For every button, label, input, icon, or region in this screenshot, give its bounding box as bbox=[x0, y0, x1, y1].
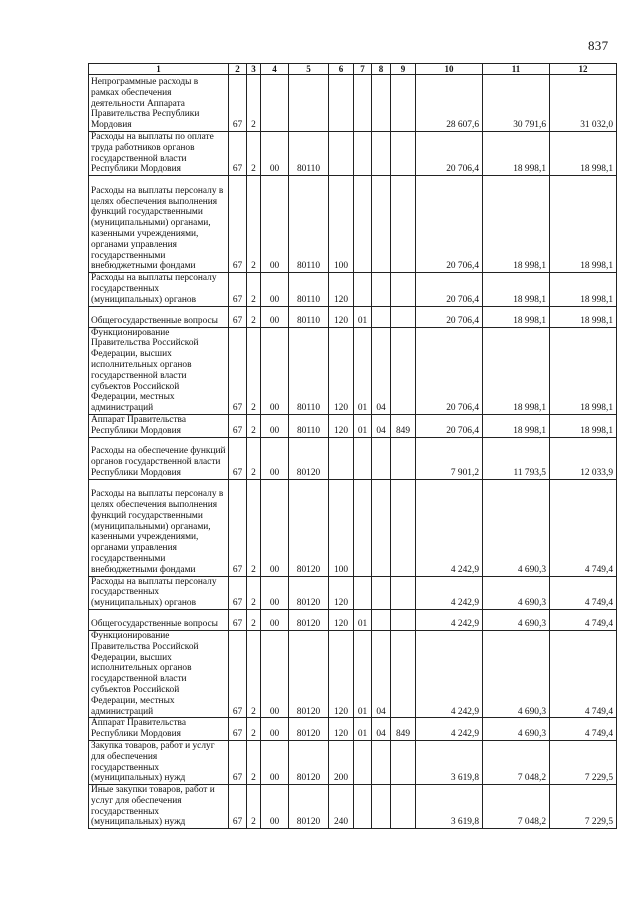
code-col-6: 120 bbox=[329, 306, 354, 327]
code-col-7 bbox=[354, 75, 372, 132]
code-col-7 bbox=[354, 740, 372, 784]
row-description: Расходы на обеспечение функций органов государственной власти Республики Мордовия bbox=[89, 437, 229, 479]
code-col-4: 00 bbox=[261, 437, 289, 479]
code-col-5: 80120 bbox=[289, 740, 329, 784]
code-col-8 bbox=[372, 740, 391, 784]
code-col-3: 2 bbox=[247, 414, 261, 437]
amount-col-11: 11 793,5 bbox=[483, 437, 550, 479]
row-description: Расходы на выплаты персоналу государственных (муниципальных) органов bbox=[89, 273, 229, 306]
amount-col-10: 4 242,9 bbox=[416, 479, 483, 576]
code-col-6 bbox=[329, 437, 354, 479]
code-col-4: 00 bbox=[261, 630, 289, 717]
code-col-8 bbox=[372, 785, 391, 829]
column-header-4: 4 bbox=[261, 64, 289, 75]
code-col-4: 00 bbox=[261, 740, 289, 784]
code-col-7: 01 bbox=[354, 327, 372, 414]
column-header-11: 11 bbox=[483, 64, 550, 75]
code-col-9 bbox=[391, 132, 416, 176]
code-col-2: 67 bbox=[229, 306, 247, 327]
code-col-5: 80120 bbox=[289, 609, 329, 630]
amount-col-11: 18 998,1 bbox=[483, 176, 550, 273]
code-col-2: 67 bbox=[229, 132, 247, 176]
code-col-5: 80120 bbox=[289, 785, 329, 829]
code-col-3: 2 bbox=[247, 630, 261, 717]
code-col-4: 00 bbox=[261, 718, 289, 741]
code-col-3: 2 bbox=[247, 132, 261, 176]
code-col-3: 2 bbox=[247, 437, 261, 479]
code-col-9 bbox=[391, 327, 416, 414]
code-col-8 bbox=[372, 306, 391, 327]
code-col-3: 2 bbox=[247, 479, 261, 576]
code-col-2: 67 bbox=[229, 273, 247, 306]
column-header-3: 3 bbox=[247, 64, 261, 75]
code-col-9 bbox=[391, 630, 416, 717]
code-col-7 bbox=[354, 785, 372, 829]
row-description: Расходы на выплаты персоналу в целях обеспечения выполнения функций государственными (муниципальными) органами, казенными учреждениями, органами управления государственными внебюджетными фондами bbox=[89, 176, 229, 273]
amount-col-12: 18 998,1 bbox=[550, 414, 617, 437]
code-col-4: 00 bbox=[261, 609, 289, 630]
code-col-3: 2 bbox=[247, 718, 261, 741]
code-col-9 bbox=[391, 306, 416, 327]
code-col-6: 120 bbox=[329, 576, 354, 609]
amount-col-10: 20 706,4 bbox=[416, 327, 483, 414]
code-col-7 bbox=[354, 132, 372, 176]
code-col-9 bbox=[391, 576, 416, 609]
code-col-9 bbox=[391, 609, 416, 630]
code-col-2: 67 bbox=[229, 609, 247, 630]
code-col-8 bbox=[372, 273, 391, 306]
amount-col-11: 30 791,6 bbox=[483, 75, 550, 132]
code-col-9 bbox=[391, 437, 416, 479]
code-col-9: 849 bbox=[391, 718, 416, 741]
code-col-5: 80110 bbox=[289, 306, 329, 327]
amount-col-12: 18 998,1 bbox=[550, 273, 617, 306]
table-body bbox=[89, 75, 617, 829]
column-header-10: 10 bbox=[416, 64, 483, 75]
column-header-1: 1 bbox=[89, 64, 229, 75]
code-col-6: 120 bbox=[329, 273, 354, 306]
code-col-5: 80120 bbox=[289, 576, 329, 609]
amount-col-11: 4 690,3 bbox=[483, 630, 550, 717]
code-col-7 bbox=[354, 479, 372, 576]
code-col-2: 67 bbox=[229, 176, 247, 273]
amount-col-11: 18 998,1 bbox=[483, 414, 550, 437]
code-col-5: 80110 bbox=[289, 132, 329, 176]
amount-col-12: 18 998,1 bbox=[550, 132, 617, 176]
code-col-7 bbox=[354, 176, 372, 273]
amount-col-12: 4 749,4 bbox=[550, 479, 617, 576]
code-col-9: 849 bbox=[391, 414, 416, 437]
code-col-4: 00 bbox=[261, 273, 289, 306]
column-header-2: 2 bbox=[229, 64, 247, 75]
amount-col-11: 4 690,3 bbox=[483, 609, 550, 630]
code-col-4: 00 bbox=[261, 176, 289, 273]
code-col-7: 01 bbox=[354, 609, 372, 630]
code-col-3: 2 bbox=[247, 740, 261, 784]
code-col-6: 120 bbox=[329, 718, 354, 741]
code-col-7: 01 bbox=[354, 630, 372, 717]
code-col-6: 100 bbox=[329, 479, 354, 576]
code-col-3: 2 bbox=[247, 785, 261, 829]
table-row bbox=[89, 132, 617, 176]
amount-col-11: 7 048,2 bbox=[483, 785, 550, 829]
row-description: Расходы на выплаты персоналу в целях обеспечения выполнения функций государственными (муниципальными) органами, казенными учреждениями, органами управления государственными внебюджетными фондами bbox=[89, 479, 229, 576]
amount-col-11: 4 690,3 bbox=[483, 479, 550, 576]
amount-col-10: 3 619,8 bbox=[416, 740, 483, 784]
amount-col-11: 4 690,3 bbox=[483, 718, 550, 741]
column-header-5: 5 bbox=[289, 64, 329, 75]
column-header-8: 8 bbox=[372, 64, 391, 75]
code-col-6 bbox=[329, 75, 354, 132]
code-col-3: 2 bbox=[247, 327, 261, 414]
code-col-8: 04 bbox=[372, 327, 391, 414]
row-description: Функционирование Правительства Российской Федерации, высших исполнительных органов государственной власти субъектов Российской Федерации, местных администраций bbox=[89, 327, 229, 414]
amount-col-12: 31 032,0 bbox=[550, 75, 617, 132]
table-row bbox=[89, 785, 617, 829]
amount-col-10: 20 706,4 bbox=[416, 176, 483, 273]
column-header-7: 7 bbox=[354, 64, 372, 75]
code-col-6: 100 bbox=[329, 176, 354, 273]
row-description: Закупка товаров, работ и услуг для обеспечения государственных (муниципальных) нужд bbox=[89, 740, 229, 784]
code-col-9 bbox=[391, 479, 416, 576]
row-description: Непрограммные расходы в рамках обеспечения деятельности Аппарата Правительства Республики Мордовия bbox=[89, 75, 229, 132]
budget-table bbox=[88, 63, 617, 829]
code-col-6 bbox=[329, 132, 354, 176]
row-description: Аппарат Правительства Республики Мордовия bbox=[89, 718, 229, 741]
amount-col-12: 18 998,1 bbox=[550, 176, 617, 273]
code-col-9 bbox=[391, 785, 416, 829]
code-col-5: 80110 bbox=[289, 327, 329, 414]
code-col-6: 240 bbox=[329, 785, 354, 829]
table-row bbox=[89, 75, 617, 132]
row-description: Расходы на выплаты по оплате труда работников органов государственной власти Республики Мордовия bbox=[89, 132, 229, 176]
table-row bbox=[89, 479, 617, 576]
code-col-2: 67 bbox=[229, 75, 247, 132]
code-col-2: 67 bbox=[229, 327, 247, 414]
amount-col-10: 20 706,4 bbox=[416, 273, 483, 306]
code-col-8 bbox=[372, 132, 391, 176]
code-col-5: 80120 bbox=[289, 718, 329, 741]
code-col-9 bbox=[391, 75, 416, 132]
code-col-2: 67 bbox=[229, 740, 247, 784]
code-col-5: 80120 bbox=[289, 437, 329, 479]
code-col-5: 80120 bbox=[289, 479, 329, 576]
code-col-2: 67 bbox=[229, 437, 247, 479]
row-description: Аппарат Правительства Республики Мордовия bbox=[89, 414, 229, 437]
amount-col-11: 18 998,1 bbox=[483, 306, 550, 327]
row-description: Функционирование Правительства Российской Федерации, высших исполнительных органов государственной власти субъектов Российской Федерации, местных администраций bbox=[89, 630, 229, 717]
amount-col-12: 18 998,1 bbox=[550, 306, 617, 327]
amount-col-10: 20 706,4 bbox=[416, 306, 483, 327]
amount-col-10: 20 706,4 bbox=[416, 132, 483, 176]
amount-col-10: 4 242,9 bbox=[416, 630, 483, 717]
code-col-5: 80110 bbox=[289, 273, 329, 306]
code-col-3: 2 bbox=[247, 609, 261, 630]
code-col-4: 00 bbox=[261, 479, 289, 576]
code-col-7: 01 bbox=[354, 718, 372, 741]
code-col-9 bbox=[391, 273, 416, 306]
code-col-2: 67 bbox=[229, 718, 247, 741]
amount-col-10: 4 242,9 bbox=[416, 576, 483, 609]
row-description: Общегосударственные вопросы bbox=[89, 609, 229, 630]
amount-col-12: 7 229,5 bbox=[550, 740, 617, 784]
code-col-2: 67 bbox=[229, 479, 247, 576]
code-col-6: 120 bbox=[329, 327, 354, 414]
column-header-6: 6 bbox=[329, 64, 354, 75]
code-col-8 bbox=[372, 437, 391, 479]
code-col-9 bbox=[391, 740, 416, 784]
code-col-8: 04 bbox=[372, 630, 391, 717]
table-row bbox=[89, 609, 617, 630]
code-col-4: 00 bbox=[261, 414, 289, 437]
table-row bbox=[89, 414, 617, 437]
code-col-8 bbox=[372, 75, 391, 132]
table-header-row bbox=[89, 64, 617, 75]
amount-col-12: 18 998,1 bbox=[550, 327, 617, 414]
code-col-8: 04 bbox=[372, 414, 391, 437]
code-col-4: 00 bbox=[261, 576, 289, 609]
code-col-3: 2 bbox=[247, 576, 261, 609]
column-header-9: 9 bbox=[391, 64, 416, 75]
code-col-3: 2 bbox=[247, 176, 261, 273]
code-col-8 bbox=[372, 479, 391, 576]
table-row bbox=[89, 630, 617, 717]
table-row bbox=[89, 718, 617, 741]
code-col-3: 2 bbox=[247, 306, 261, 327]
amount-col-10: 28 607,6 bbox=[416, 75, 483, 132]
code-col-3: 2 bbox=[247, 75, 261, 132]
code-col-8 bbox=[372, 576, 391, 609]
code-col-7 bbox=[354, 437, 372, 479]
code-col-4: 00 bbox=[261, 306, 289, 327]
code-col-5: 80120 bbox=[289, 630, 329, 717]
code-col-6: 120 bbox=[329, 414, 354, 437]
amount-col-10: 4 242,9 bbox=[416, 718, 483, 741]
amount-col-12: 4 749,4 bbox=[550, 609, 617, 630]
amount-col-12: 7 229,5 bbox=[550, 785, 617, 829]
table-row bbox=[89, 576, 617, 609]
code-col-2: 67 bbox=[229, 414, 247, 437]
table-row bbox=[89, 740, 617, 784]
code-col-2: 67 bbox=[229, 785, 247, 829]
amount-col-11: 18 998,1 bbox=[483, 327, 550, 414]
amount-col-10: 4 242,9 bbox=[416, 609, 483, 630]
table-row bbox=[89, 306, 617, 327]
amount-col-11: 18 998,1 bbox=[483, 273, 550, 306]
code-col-4: 00 bbox=[261, 132, 289, 176]
code-col-4: 00 bbox=[261, 785, 289, 829]
code-col-8: 04 bbox=[372, 718, 391, 741]
row-description: Расходы на выплаты персоналу государственных (муниципальных) органов bbox=[89, 576, 229, 609]
code-col-7: 01 bbox=[354, 414, 372, 437]
table-row bbox=[89, 176, 617, 273]
page-number: 837 bbox=[588, 38, 609, 53]
code-col-5: 80110 bbox=[289, 176, 329, 273]
amount-col-12: 12 033,9 bbox=[550, 437, 617, 479]
code-col-2: 67 bbox=[229, 576, 247, 609]
code-col-5 bbox=[289, 75, 329, 132]
amount-col-10: 20 706,4 bbox=[416, 414, 483, 437]
code-col-7 bbox=[354, 273, 372, 306]
amount-col-11: 7 048,2 bbox=[483, 740, 550, 784]
code-col-7 bbox=[354, 576, 372, 609]
code-col-3: 2 bbox=[247, 273, 261, 306]
table-row bbox=[89, 437, 617, 479]
code-col-8 bbox=[372, 609, 391, 630]
code-col-5: 80110 bbox=[289, 414, 329, 437]
code-col-8 bbox=[372, 176, 391, 273]
code-col-7: 01 bbox=[354, 306, 372, 327]
code-col-2: 67 bbox=[229, 630, 247, 717]
row-description: Общегосударственные вопросы bbox=[89, 306, 229, 327]
column-header-12: 12 bbox=[550, 64, 617, 75]
amount-col-12: 4 749,4 bbox=[550, 718, 617, 741]
amount-col-12: 4 749,4 bbox=[550, 576, 617, 609]
table-row bbox=[89, 273, 617, 306]
amount-col-12: 4 749,4 bbox=[550, 630, 617, 717]
code-col-4: 00 bbox=[261, 327, 289, 414]
code-col-4 bbox=[261, 75, 289, 132]
code-col-6: 120 bbox=[329, 630, 354, 717]
code-col-6: 200 bbox=[329, 740, 354, 784]
code-col-6: 120 bbox=[329, 609, 354, 630]
code-col-9 bbox=[391, 176, 416, 273]
amount-col-10: 3 619,8 bbox=[416, 785, 483, 829]
amount-col-10: 7 901,2 bbox=[416, 437, 483, 479]
amount-col-11: 4 690,3 bbox=[483, 576, 550, 609]
table-row bbox=[89, 327, 617, 414]
amount-col-11: 18 998,1 bbox=[483, 132, 550, 176]
row-description: Иные закупки товаров, работ и услуг для обеспечения государственных (муниципальных) нужд bbox=[89, 785, 229, 829]
